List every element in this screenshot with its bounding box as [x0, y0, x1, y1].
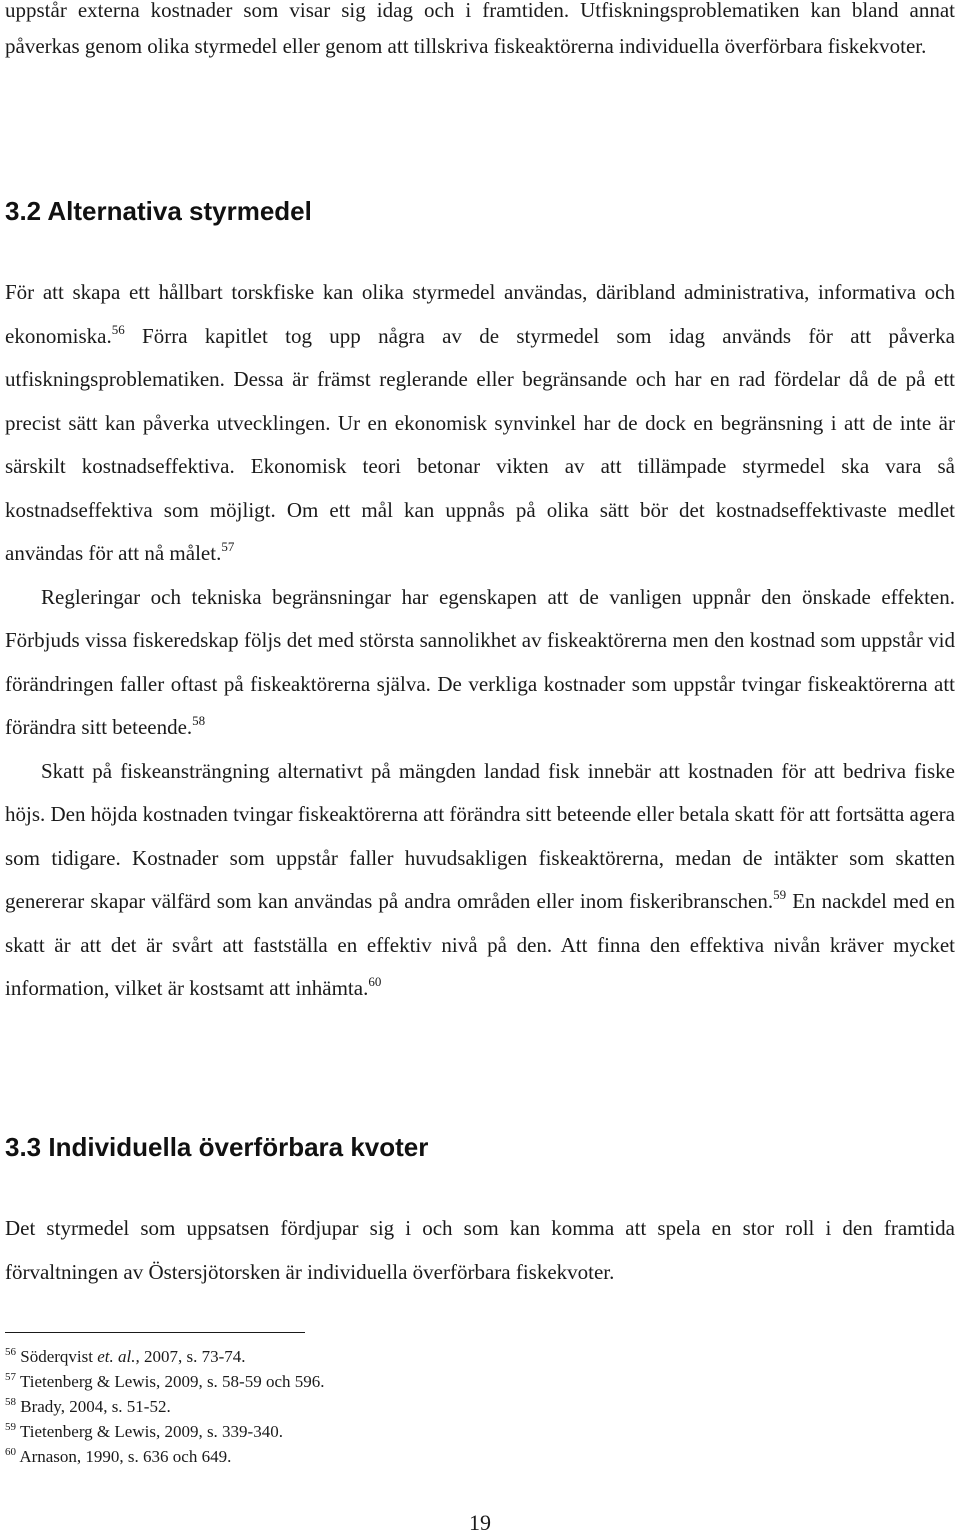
paragraph-section-3-3: Det styrmedel som uppsatsen fördjupar sig i och som kan komma att spela en stor roll i den framtida förvaltningen av Östersjötorsken är individuella överförbara fiskekvoter.: [5, 1216, 955, 1284]
footnote-text: Tietenberg & Lewis, 2009, s. 58-59 och 596.: [19, 1372, 325, 1391]
footnote-separator: [5, 1332, 305, 1333]
footnote-text: Söderqvist: [20, 1347, 98, 1366]
footnote-text: Tietenberg & Lewis, 2009, s. 339-340.: [19, 1422, 283, 1441]
footnote-number: 59: [5, 1421, 16, 1433]
footnote-number: 60: [5, 1446, 16, 1458]
footnote-56: [5, 1344, 325, 1369]
paragraph-1-text-a: För att skapa ett hållbart torskfiske kan olika styrmedel användas, däribland administrativa, informativa och ekonomiska.: [5, 280, 955, 348]
footnote-ref-57[interactable]: 57: [221, 539, 235, 554]
section-3-2-body: [5, 271, 955, 1011]
paragraph-3-text-b: En nackdel med en skatt är att det är svårt att fastställa en effektiv nivå på den. Att finna den effektiva nivån kräver mycket information, vilket är kostsamt att inhämta.: [5, 889, 955, 1000]
footnote-ref-56[interactable]: 56: [111, 321, 125, 337]
footnote-text: Arnason, 1990, s. 636 och 649.: [19, 1447, 232, 1466]
footnote-number: 58: [5, 1396, 16, 1408]
footnote-number: 57: [5, 1371, 16, 1383]
section-3-3-body: [5, 1207, 955, 1294]
footnote-text: 2007, s. 73-74.: [139, 1347, 246, 1366]
paragraph-1: [5, 271, 955, 576]
section-heading-3-3: 3.3 Individuella överförbara kvoter: [5, 1132, 429, 1162]
paragraph-3-text-a: Skatt på fiskeansträngning alternativt på mängden landad fisk innebär att kostnaden för att bedriva fiske höjs. Den höjda kostnaden tvingar fiskeaktörerna att förändra sitt beteende eller betala skatt för att fortsätta agera som tidigare. Kostnader som uppstår faller huvudsakligen fiskeaktörerna, medan de intäkter som skatten genererar skapar välfärd som kan användas på andra områden eller inom fiskeribranschen.: [5, 758, 955, 913]
section-heading-3-2: 3.2 Alternativa styrmedel: [5, 196, 312, 226]
footnotes: [5, 1344, 325, 1469]
footnote-58: [5, 1394, 325, 1419]
footnote-57: [5, 1369, 325, 1394]
paragraph-2-text: Regleringar och tekniska begränsningar har egenskapen att de vanligen uppnår den önskade effekten. Förbjuds vissa fiskeredskap följs det med största sannolikhet av fiskeaktörerna men den kostnad som uppstår vid förändringen faller oftast på fiskeaktörerna själva. De verkliga kostnader som uppstår tvingar fiskeaktörerna att förändra sitt beteende.: [5, 584, 955, 739]
paragraph-2: [5, 576, 955, 750]
footnote-60: [5, 1444, 325, 1469]
footnote-59: [5, 1419, 325, 1444]
footnote-ref-58[interactable]: 58: [192, 713, 206, 728]
footnote-number: 56: [5, 1346, 16, 1358]
footnote-ref-60[interactable]: 60: [368, 974, 382, 989]
paragraph-3: [5, 750, 955, 1011]
page-number: 19: [469, 1510, 491, 1535]
footnote-ref-59[interactable]: 59: [773, 887, 787, 902]
lead-paragraph: uppstår externa kostnader som visar sig idag och i framtiden. Utfiskningsproblematiken kan bland annat påverkas genom olika styrmedel eller genom att tillskriva fiskeaktörerna individuella överförbara fiskekvoter.: [5, 0, 955, 58]
footnote-text: Brady, 2004, s. 51-52.: [20, 1397, 171, 1416]
paragraph-1-text-b: Förra kapitlet tog upp några av de styrmedel som idag används för att påverka utfiskningsproblematiken. Dessa är främst reglerande eller begränsande och har en rad fördelar då de på ett precist sätt kan påverka utvecklingen. Ur en ekonomisk synvinkel har de dock en begränsning i att de inte är särskilt kostnadseffektiva. Ekonomisk teori betonar vikten av att tillämpade styrmedel ska vara så kostnadseffektiva som möjligt. Om ett mål kan uppnås på olika sätt bör det kostnadseffektivaste medlet användas för att nå målet.: [5, 323, 955, 565]
footnote-text-italic: et. al.,: [97, 1347, 140, 1366]
